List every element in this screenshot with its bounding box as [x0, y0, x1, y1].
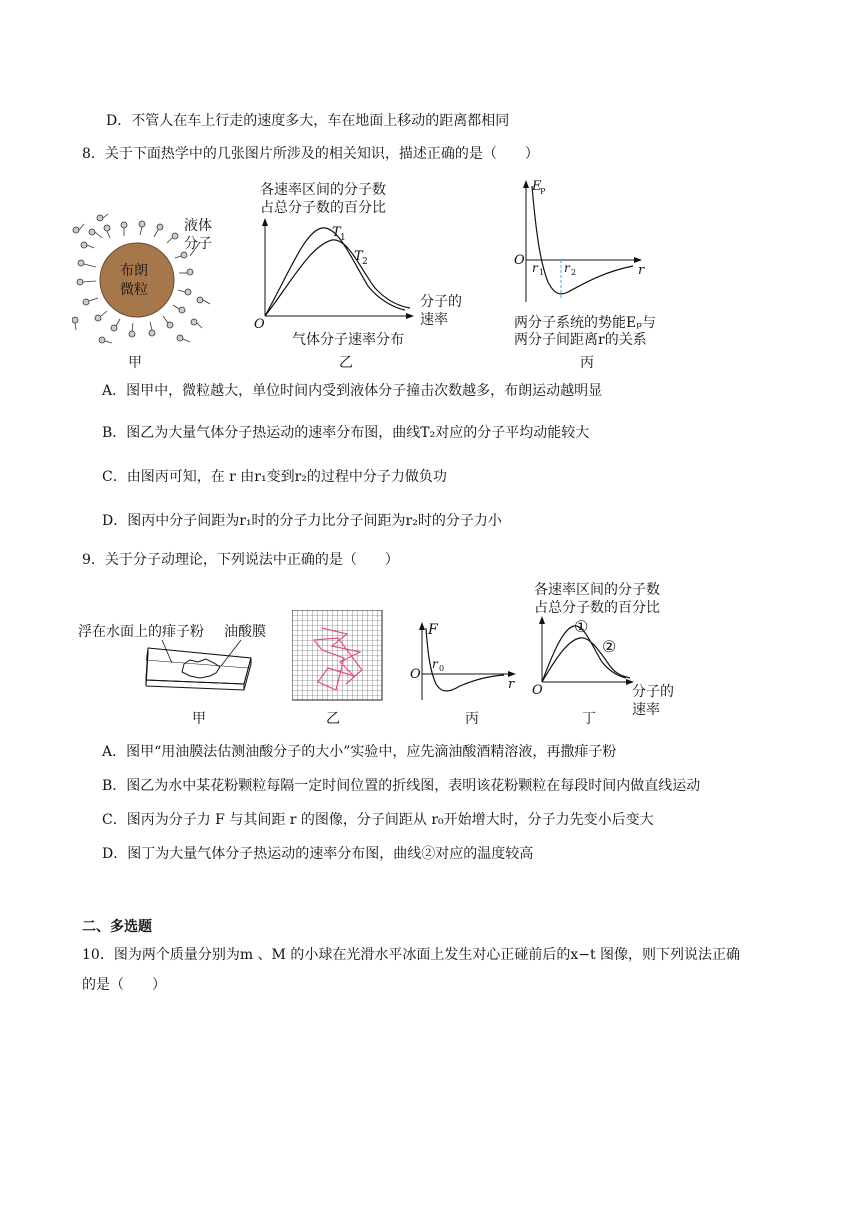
- section-title: 二、多选题: [82, 919, 152, 935]
- q8-yi-caption: 乙: [339, 355, 353, 371]
- q9-option-c: C．图丙为分子力 F 与其间距 r 的图像，分子间距从 r₀开始增大时，分子力先变小后变大: [102, 812, 654, 828]
- q8-figure-yi: [250, 176, 480, 354]
- q8-stem: 8．关于下面热学中的几张图片所涉及的相关知识，描述正确的是（ ）: [82, 146, 539, 162]
- r1-sub: 1: [539, 268, 545, 277]
- f-origin: O: [410, 667, 421, 682]
- q9-figure-ding: [530, 580, 700, 718]
- q8-option-c: C．由图丙可知，在 r 由r₁变到r₂的过程中分子力做负功: [102, 469, 447, 485]
- r2-sub: 2: [571, 268, 577, 277]
- bing-desc-2: 两分子间距离r的关系: [514, 332, 647, 348]
- bing-yaxis-sub: P: [540, 187, 546, 196]
- q9-option-a: A．图甲“用油膜法估测油酸分子的大小”实验中，应先滴油酸酒精溶液，再撒痱子粉: [102, 744, 617, 760]
- q9-figure-bing: [404, 618, 524, 706]
- ding-curve-2: [542, 638, 630, 682]
- q8-option-b: B．图乙为大量气体分子热运动的速率分布图，曲线T₂对应的分子平均动能较大: [102, 425, 590, 441]
- q8-option-a: A．图甲中，微粒越大，单位时间内受到液体分子撞击次数越多，布朗运动越明显: [102, 383, 603, 399]
- bing-xaxis: r: [638, 263, 645, 278]
- q8-bing-caption: 丙: [580, 355, 594, 371]
- t2-sub: 2: [362, 257, 368, 267]
- curve-1-label: ①: [574, 617, 589, 636]
- ding-origin: O: [532, 683, 543, 698]
- t1-sub: 1: [340, 233, 346, 243]
- particle-label-1: 布朗: [120, 263, 148, 279]
- q9-stem: 9．关于分子动理论，下列说法中正确的是（ ）: [82, 552, 399, 568]
- r1-label: r: [532, 261, 538, 275]
- q9-ding-caption: 丁: [582, 711, 596, 727]
- ding-ylabel-2: 占总分子数的百分比: [534, 600, 660, 616]
- liquid-label: 液体: [184, 218, 212, 234]
- q9-bing-caption: 丙: [465, 711, 479, 727]
- q9-yi-caption: 乙: [326, 711, 340, 727]
- brownian-particle: [100, 243, 174, 317]
- bing-desc-1: 两分子系统的势能Eₚ与: [514, 315, 656, 331]
- q8-figure-jia: [72, 210, 232, 350]
- f-axis: F: [428, 622, 438, 638]
- ding-xlabel-2: 速率: [632, 702, 660, 718]
- f-xaxis: r: [508, 677, 515, 692]
- yi-ylabel-1: 各速率区间的分子数: [260, 182, 386, 198]
- t1-label: T: [332, 225, 341, 240]
- curve-t2: [265, 240, 410, 316]
- q10-stem-line-1: 10．图为两个质量分别为m 、M 的小球在光滑水平冰面上发生对心正碰前后的x−t 图像，则下列说法正确: [82, 947, 741, 963]
- q9-option-b: B．图乙为水中某花粉颗粒每隔一定时间位置的折线图，表明该花粉颗粒在每段时间内做直线运动: [102, 778, 701, 794]
- q9-figure-jia: [76, 618, 276, 708]
- r0-label: r: [432, 657, 438, 671]
- yi-ylabel-2: 占总分子数的百分比: [260, 200, 386, 216]
- oil-film: [182, 659, 220, 678]
- q9-figure-yi: [292, 610, 384, 702]
- q8-jia-caption: 甲: [128, 355, 142, 371]
- ep-curve: [532, 186, 633, 294]
- q8-option-d: D．图丙中分子间距为r₁时的分子力比分子间距为r₂时的分子力小: [102, 513, 502, 529]
- t2-label: T: [354, 249, 363, 264]
- powder-label: 浮在水面上的痱子粉: [78, 624, 204, 640]
- q8-figure-bing: [508, 172, 688, 354]
- yi-title: 气体分子速率分布: [292, 332, 404, 348]
- ding-ylabel-1: 各速率区间的分子数: [534, 582, 660, 598]
- q10-stem-line-2: 的是（ ）: [82, 977, 166, 993]
- r0-sub: 0: [439, 664, 445, 673]
- yi-xlabel-1: 分子的: [420, 294, 462, 310]
- particle-label-2: 微粒: [120, 282, 148, 298]
- molecule-label: 分子: [184, 236, 212, 252]
- curve-t1: [265, 228, 405, 316]
- yi-xlabel-2: 速率: [420, 312, 448, 328]
- q9-jia-caption: 甲: [192, 711, 206, 727]
- q7-option-d: D．不管人在车上行走的速度多大，车在地面上移动的距离都相同: [106, 113, 510, 129]
- r2-label: r: [564, 261, 570, 275]
- bing-yaxis: E: [532, 179, 542, 194]
- yi-origin: O: [254, 317, 265, 332]
- film-label: 油酸膜: [224, 624, 266, 640]
- bing-origin: O: [514, 253, 525, 268]
- curve-2-label: ②: [602, 637, 617, 656]
- q9-option-d: D．图丁为大量气体分子热运动的速率分布图，曲线②对应的温度较高: [102, 846, 534, 862]
- ding-xlabel-1: 分子的: [632, 684, 674, 700]
